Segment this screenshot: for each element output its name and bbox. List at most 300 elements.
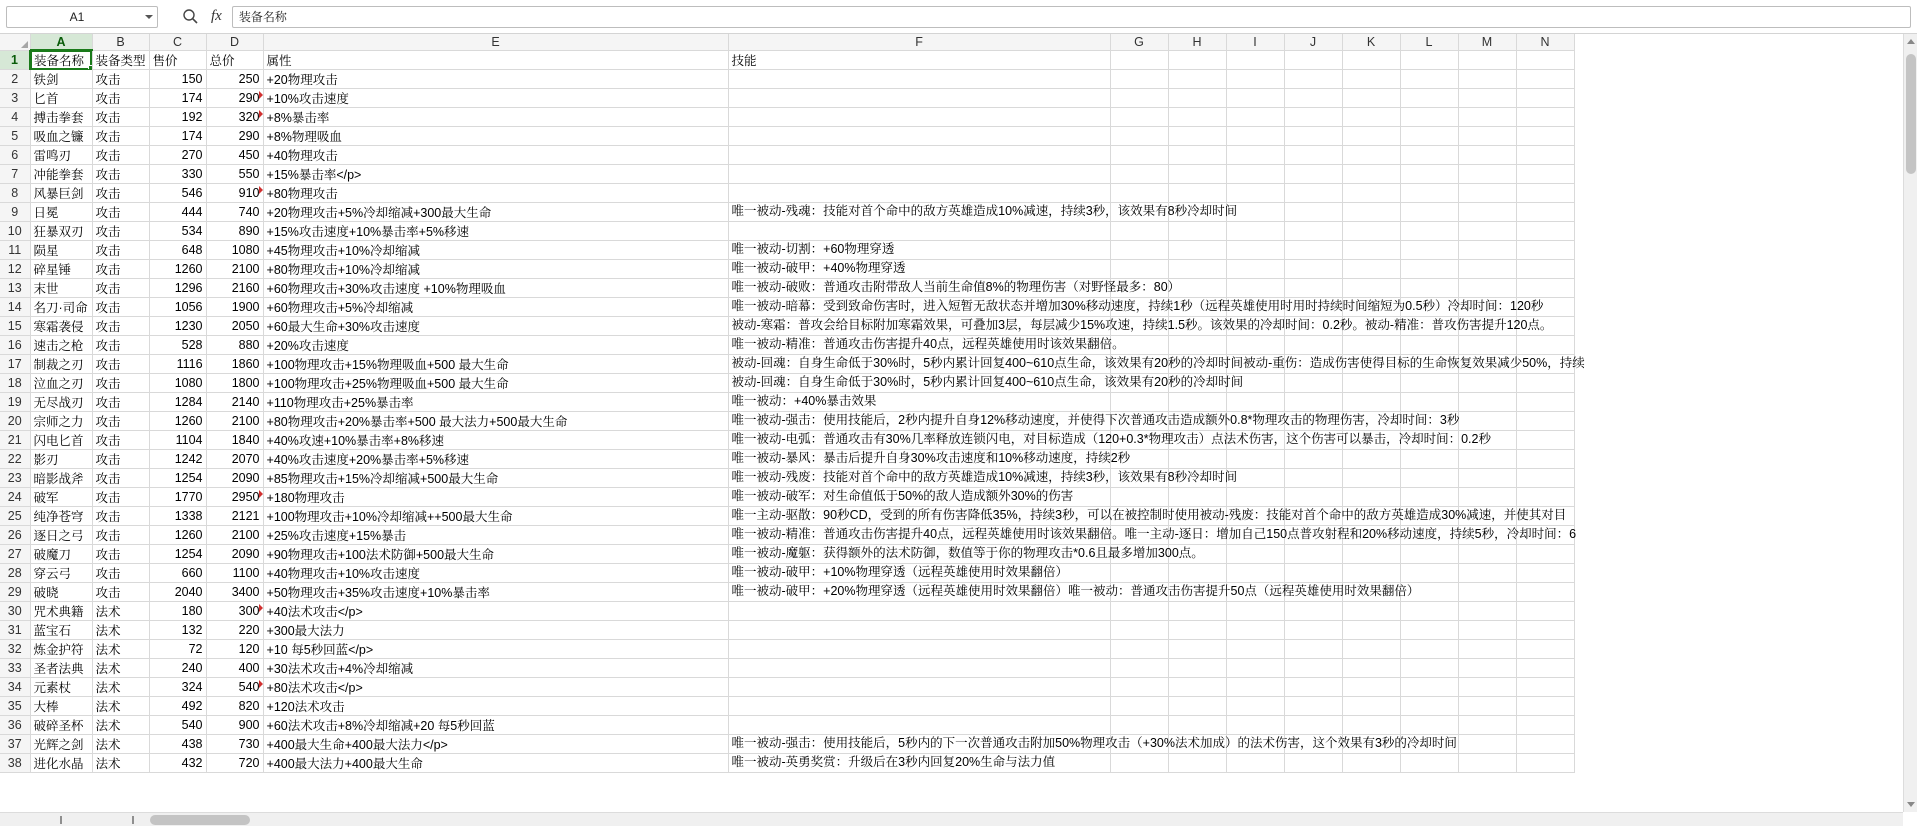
- split-handle-right-icon[interactable]: [132, 816, 134, 824]
- cell-f32[interactable]: [728, 640, 1110, 659]
- cell-m12[interactable]: [1458, 260, 1516, 279]
- cell-b23[interactable]: 攻击: [92, 469, 149, 488]
- cell-a16[interactable]: 速击之枪: [30, 336, 92, 355]
- cell-b30[interactable]: 法术: [92, 602, 149, 621]
- cell-l23[interactable]: [1400, 469, 1458, 488]
- cell-c26[interactable]: 1260: [149, 526, 206, 545]
- cell-a32[interactable]: 炼金护符: [30, 640, 92, 659]
- cell-n20[interactable]: [1516, 412, 1574, 431]
- cell-n5[interactable]: [1516, 127, 1574, 146]
- cell-e23[interactable]: +85物理攻击+15%冷却缩减+500最大生命: [263, 469, 728, 488]
- cell-j28[interactable]: [1284, 564, 1342, 583]
- cell-i23[interactable]: [1226, 469, 1284, 488]
- cell-k22[interactable]: [1342, 450, 1400, 469]
- cell-h36[interactable]: [1168, 716, 1226, 735]
- sheet-table[interactable]: [0, 34, 1585, 773]
- cell-c25[interactable]: 1338: [149, 507, 206, 526]
- cell-h19[interactable]: [1168, 393, 1226, 412]
- cell-d30[interactable]: 300: [206, 602, 263, 621]
- cell-e24[interactable]: +180物理攻击: [263, 488, 728, 507]
- table-row[interactable]: [0, 450, 1574, 469]
- cell-h29[interactable]: [1168, 583, 1226, 602]
- row-header-3[interactable]: 3: [0, 89, 30, 108]
- cell-n18[interactable]: [1516, 374, 1574, 393]
- cell-i13[interactable]: [1226, 279, 1284, 298]
- row-header-22[interactable]: 22: [0, 450, 30, 469]
- cell-c37[interactable]: 438: [149, 735, 206, 754]
- cell-n31[interactable]: [1516, 621, 1574, 640]
- column-header-h[interactable]: H: [1168, 34, 1226, 50]
- cell-e13[interactable]: +60物理攻击+30%攻击速度 +10%物理吸血: [263, 279, 728, 298]
- row-header-31[interactable]: 31: [0, 621, 30, 640]
- column-header-c[interactable]: C: [149, 34, 206, 50]
- cell-n10[interactable]: [1516, 222, 1574, 241]
- cell-i7[interactable]: [1226, 165, 1284, 184]
- cell-l29[interactable]: [1400, 583, 1458, 602]
- cell-i31[interactable]: [1226, 621, 1284, 640]
- cell-e11[interactable]: +45物理攻击+10%冷却缩减: [263, 241, 728, 260]
- cell-h10[interactable]: [1168, 222, 1226, 241]
- cell-i34[interactable]: [1226, 678, 1284, 697]
- cell-j19[interactable]: [1284, 393, 1342, 412]
- cell-m18[interactable]: [1458, 374, 1516, 393]
- row-header-25[interactable]: 25: [0, 507, 30, 526]
- row-header-21[interactable]: 21: [0, 431, 30, 450]
- scroll-down-icon[interactable]: [1907, 802, 1915, 807]
- table-row[interactable]: [0, 165, 1574, 184]
- scroll-up-icon[interactable]: [1907, 39, 1915, 44]
- cell-c5[interactable]: 174: [149, 127, 206, 146]
- cell-h9[interactable]: [1168, 203, 1226, 222]
- cell-k21[interactable]: [1342, 431, 1400, 450]
- cell-f23[interactable]: [728, 469, 1238, 488]
- cell-g7[interactable]: [1110, 165, 1168, 184]
- row-header-13[interactable]: 13: [0, 279, 30, 298]
- cell-n34[interactable]: [1516, 678, 1574, 697]
- table-row[interactable]: [0, 374, 1574, 393]
- cell-k28[interactable]: [1342, 564, 1400, 583]
- row-header-38[interactable]: 38: [0, 754, 30, 773]
- cell-i25[interactable]: [1226, 507, 1284, 526]
- row-header-37[interactable]: 37: [0, 735, 30, 754]
- table-row[interactable]: [0, 602, 1574, 621]
- table-row[interactable]: [0, 203, 1574, 222]
- row-header-7[interactable]: 7: [0, 165, 30, 184]
- cell-e35[interactable]: +120法术攻击: [263, 697, 728, 716]
- cell-m33[interactable]: [1458, 659, 1516, 678]
- cell-f10[interactable]: [728, 222, 1110, 241]
- cell-e36[interactable]: +60法术攻击+8%冷却缩减+20 每5秒回蓝: [263, 716, 728, 735]
- cell-l10[interactable]: [1400, 222, 1458, 241]
- cell-m27[interactable]: [1458, 545, 1516, 564]
- cell-c17[interactable]: 1116: [149, 355, 206, 374]
- cell-k4[interactable]: [1342, 108, 1400, 127]
- cell-j5[interactable]: [1284, 127, 1342, 146]
- cell-j27[interactable]: [1284, 545, 1342, 564]
- cell-g13[interactable]: [1110, 279, 1168, 298]
- cell-j31[interactable]: [1284, 621, 1342, 640]
- column-header-k[interactable]: K: [1342, 34, 1400, 50]
- table-row[interactable]: [0, 564, 1574, 583]
- row-header-4[interactable]: 4: [0, 108, 30, 127]
- spreadsheet-grid[interactable]: [0, 34, 1917, 826]
- row-header-23[interactable]: 23: [0, 469, 30, 488]
- cell-h18[interactable]: [1168, 374, 1226, 393]
- cell-h13[interactable]: [1168, 279, 1226, 298]
- cell-k13[interactable]: [1342, 279, 1400, 298]
- cell-i21[interactable]: [1226, 431, 1284, 450]
- column-header-b[interactable]: B: [92, 34, 149, 50]
- cell-m36[interactable]: [1458, 716, 1516, 735]
- row-header-35[interactable]: 35: [0, 697, 30, 716]
- cell-k25[interactable]: [1342, 507, 1400, 526]
- cell-l7[interactable]: [1400, 165, 1458, 184]
- cell-g3[interactable]: [1110, 89, 1168, 108]
- table-row[interactable]: [0, 469, 1574, 488]
- cell-n17[interactable]: [1516, 355, 1574, 374]
- cell-c4[interactable]: 192: [149, 108, 206, 127]
- cell-i17[interactable]: [1226, 355, 1284, 374]
- cell-m5[interactable]: [1458, 127, 1516, 146]
- cell-c27[interactable]: 1254: [149, 545, 206, 564]
- cell-k9[interactable]: [1342, 203, 1400, 222]
- row-header-1[interactable]: 1: [0, 50, 30, 70]
- cell-j11[interactable]: [1284, 241, 1342, 260]
- cell-k35[interactable]: [1342, 697, 1400, 716]
- cell-e21[interactable]: +40%攻速+10%暴击率+8%移速: [263, 431, 728, 450]
- cell-g24[interactable]: [1110, 488, 1168, 507]
- cell-n35[interactable]: [1516, 697, 1574, 716]
- cell-g12[interactable]: [1110, 260, 1168, 279]
- cell-m25[interactable]: [1458, 507, 1516, 526]
- row-header-2[interactable]: 2: [0, 70, 30, 89]
- cell-n11[interactable]: [1516, 241, 1574, 260]
- cell-b26[interactable]: 攻击: [92, 526, 149, 545]
- cell-f37[interactable]: [728, 735, 1457, 754]
- cell-e9[interactable]: +20物理攻击+5%冷却缩减+300最大生命: [263, 203, 728, 222]
- horizontal-scroll-thumb[interactable]: [150, 815, 250, 825]
- cell-k37[interactable]: [1342, 735, 1400, 754]
- cell-k11[interactable]: [1342, 241, 1400, 260]
- cell-c24[interactable]: 1770: [149, 488, 206, 507]
- cell-d15[interactable]: 2050: [206, 317, 263, 336]
- cell-i36[interactable]: [1226, 716, 1284, 735]
- cell-h33[interactable]: [1168, 659, 1226, 678]
- cell-g15[interactable]: [1110, 317, 1168, 336]
- cell-h22[interactable]: [1168, 450, 1226, 469]
- cell-l31[interactable]: [1400, 621, 1458, 640]
- cell-b34[interactable]: 法术: [92, 678, 149, 697]
- cell-b19[interactable]: 攻击: [92, 393, 149, 412]
- cell-i9[interactable]: [1226, 203, 1284, 222]
- cell-l8[interactable]: [1400, 184, 1458, 203]
- cell-f9[interactable]: [728, 203, 1238, 222]
- cell-a27[interactable]: 破魔刀: [30, 545, 92, 564]
- cell-b20[interactable]: 攻击: [92, 412, 149, 431]
- cell-d24[interactable]: 2950: [206, 488, 263, 507]
- cell-l34[interactable]: [1400, 678, 1458, 697]
- cell-h35[interactable]: [1168, 697, 1226, 716]
- cell-k33[interactable]: [1342, 659, 1400, 678]
- cell-k16[interactable]: [1342, 336, 1400, 355]
- cell-e1[interactable]: 属性: [263, 50, 728, 70]
- cell-h11[interactable]: [1168, 241, 1226, 260]
- cell-l11[interactable]: [1400, 241, 1458, 260]
- cell-b33[interactable]: 法术: [92, 659, 149, 678]
- cell-b15[interactable]: 攻击: [92, 317, 149, 336]
- cell-d38[interactable]: 720: [206, 754, 263, 773]
- table-row[interactable]: [0, 393, 1574, 412]
- cell-m23[interactable]: [1458, 469, 1516, 488]
- cell-a13[interactable]: 末世: [30, 279, 92, 298]
- cell-b1[interactable]: 装备类型: [92, 50, 149, 70]
- cell-b32[interactable]: 法术: [92, 640, 149, 659]
- column-header-j[interactable]: J: [1284, 34, 1342, 50]
- table-row[interactable]: [0, 241, 1574, 260]
- column-header-n[interactable]: N: [1516, 34, 1574, 50]
- row-header-11[interactable]: 11: [0, 241, 30, 260]
- cell-g21[interactable]: [1110, 431, 1168, 450]
- cell-e25[interactable]: +100物理攻击+10%冷却缩减++500最大生命: [263, 507, 728, 526]
- cell-a25[interactable]: 纯净苍穹: [30, 507, 92, 526]
- cell-b16[interactable]: 攻击: [92, 336, 149, 355]
- cell-c8[interactable]: 546: [149, 184, 206, 203]
- cell-f6[interactable]: [728, 146, 1110, 165]
- cell-d29[interactable]: 3400: [206, 583, 263, 602]
- table-row[interactable]: [0, 640, 1574, 659]
- cell-e31[interactable]: +300最大法力: [263, 621, 728, 640]
- cell-e12[interactable]: +80物理攻击+10%冷却缩减: [263, 260, 728, 279]
- cell-b8[interactable]: 攻击: [92, 184, 149, 203]
- cell-i37[interactable]: [1226, 735, 1284, 754]
- cell-f13[interactable]: [728, 279, 1181, 298]
- cell-m32[interactable]: [1458, 640, 1516, 659]
- cell-a5[interactable]: 吸血之镰: [30, 127, 92, 146]
- cell-c36[interactable]: 540: [149, 716, 206, 735]
- select-all-corner[interactable]: [0, 34, 30, 50]
- cell-n22[interactable]: [1516, 450, 1574, 469]
- table-row[interactable]: [0, 431, 1574, 450]
- cell-l13[interactable]: [1400, 279, 1458, 298]
- table-row[interactable]: [0, 583, 1574, 602]
- cell-f18[interactable]: [728, 374, 1244, 393]
- cell-j29[interactable]: [1284, 583, 1342, 602]
- table-row[interactable]: [0, 697, 1574, 716]
- cell-n25[interactable]: [1516, 507, 1574, 526]
- cell-l28[interactable]: [1400, 564, 1458, 583]
- cell-d14[interactable]: 1900: [206, 298, 263, 317]
- cell-m20[interactable]: [1458, 412, 1516, 431]
- column-header-e[interactable]: E: [263, 34, 728, 50]
- cell-b5[interactable]: 攻击: [92, 127, 149, 146]
- cell-k17[interactable]: [1342, 355, 1400, 374]
- cell-n8[interactable]: [1516, 184, 1574, 203]
- cell-l4[interactable]: [1400, 108, 1458, 127]
- cell-f30[interactable]: [728, 602, 1110, 621]
- cell-h15[interactable]: [1168, 317, 1226, 336]
- cell-f29[interactable]: [728, 583, 1420, 602]
- cell-g9[interactable]: [1110, 203, 1168, 222]
- cell-b13[interactable]: 攻击: [92, 279, 149, 298]
- column-header-i[interactable]: I: [1226, 34, 1284, 50]
- cell-j17[interactable]: [1284, 355, 1342, 374]
- cell-f19[interactable]: [728, 393, 1110, 412]
- row-header-34[interactable]: 34: [0, 678, 30, 697]
- cell-k3[interactable]: [1342, 89, 1400, 108]
- cell-i10[interactable]: [1226, 222, 1284, 241]
- cell-i24[interactable]: [1226, 488, 1284, 507]
- cell-d32[interactable]: 120: [206, 640, 263, 659]
- cell-l22[interactable]: [1400, 450, 1458, 469]
- cell-f31[interactable]: [728, 621, 1110, 640]
- cell-d7[interactable]: 550: [206, 165, 263, 184]
- cell-c32[interactable]: 72: [149, 640, 206, 659]
- cell-k19[interactable]: [1342, 393, 1400, 412]
- cell-c14[interactable]: 1056: [149, 298, 206, 317]
- cell-k30[interactable]: [1342, 602, 1400, 621]
- cell-n28[interactable]: [1516, 564, 1574, 583]
- cell-i6[interactable]: [1226, 146, 1284, 165]
- cell-g23[interactable]: [1110, 469, 1168, 488]
- table-row[interactable]: [0, 412, 1574, 431]
- cell-h30[interactable]: [1168, 602, 1226, 621]
- cell-i20[interactable]: [1226, 412, 1284, 431]
- cell-i2[interactable]: [1226, 70, 1284, 89]
- cell-a21[interactable]: 闪电匕首: [30, 431, 92, 450]
- column-header-m[interactable]: M: [1458, 34, 1516, 50]
- cell-g14[interactable]: [1110, 298, 1168, 317]
- cell-b18[interactable]: 攻击: [92, 374, 149, 393]
- cell-c9[interactable]: 444: [149, 203, 206, 222]
- cell-a34[interactable]: 元素杖: [30, 678, 92, 697]
- cell-f5[interactable]: [728, 127, 1110, 146]
- cell-i22[interactable]: [1226, 450, 1284, 469]
- cell-l3[interactable]: [1400, 89, 1458, 108]
- cell-c20[interactable]: 1260: [149, 412, 206, 431]
- cell-d26[interactable]: 2100: [206, 526, 263, 545]
- cell-j38[interactable]: [1284, 754, 1342, 773]
- cell-e33[interactable]: +30法术攻击+4%冷却缩减: [263, 659, 728, 678]
- cell-j6[interactable]: [1284, 146, 1342, 165]
- cell-f33[interactable]: [728, 659, 1110, 678]
- cell-i28[interactable]: [1226, 564, 1284, 583]
- cell-f20[interactable]: [728, 412, 1460, 431]
- cell-n27[interactable]: [1516, 545, 1574, 564]
- cell-b38[interactable]: 法术: [92, 754, 149, 773]
- cell-a24[interactable]: 破军: [30, 488, 92, 507]
- cell-j33[interactable]: [1284, 659, 1342, 678]
- cell-h38[interactable]: [1168, 754, 1226, 773]
- cell-i26[interactable]: [1226, 526, 1284, 545]
- cell-e8[interactable]: +80物理攻击: [263, 184, 728, 203]
- row-header-6[interactable]: 6: [0, 146, 30, 165]
- cell-k14[interactable]: [1342, 298, 1400, 317]
- cell-j34[interactable]: [1284, 678, 1342, 697]
- cell-l1[interactable]: [1400, 50, 1458, 70]
- cell-n6[interactable]: [1516, 146, 1574, 165]
- row-header-5[interactable]: 5: [0, 127, 30, 146]
- cell-a1[interactable]: 装备名称: [30, 50, 92, 70]
- cell-i5[interactable]: [1226, 127, 1284, 146]
- cell-j23[interactable]: [1284, 469, 1342, 488]
- row-header-28[interactable]: 28: [0, 564, 30, 583]
- cell-g32[interactable]: [1110, 640, 1168, 659]
- cell-b2[interactable]: 攻击: [92, 70, 149, 89]
- cell-a3[interactable]: 匕首: [30, 89, 92, 108]
- cell-l2[interactable]: [1400, 70, 1458, 89]
- cell-b22[interactable]: 攻击: [92, 450, 149, 469]
- cell-l38[interactable]: [1400, 754, 1458, 773]
- cell-n32[interactable]: [1516, 640, 1574, 659]
- cell-b37[interactable]: 法术: [92, 735, 149, 754]
- cell-h37[interactable]: [1168, 735, 1226, 754]
- cell-g11[interactable]: [1110, 241, 1168, 260]
- cell-c33[interactable]: 240: [149, 659, 206, 678]
- cell-a2[interactable]: 铁剑: [30, 70, 92, 89]
- cell-k5[interactable]: [1342, 127, 1400, 146]
- cell-k8[interactable]: [1342, 184, 1400, 203]
- cell-l15[interactable]: [1400, 317, 1458, 336]
- cell-e29[interactable]: +50物理攻击+35%攻击速度+10%暴击率: [263, 583, 728, 602]
- cell-n2[interactable]: [1516, 70, 1574, 89]
- cell-d20[interactable]: 2100: [206, 412, 263, 431]
- cell-i12[interactable]: [1226, 260, 1284, 279]
- cell-d16[interactable]: 880: [206, 336, 263, 355]
- cell-k23[interactable]: [1342, 469, 1400, 488]
- cell-h2[interactable]: [1168, 70, 1226, 89]
- cell-d11[interactable]: 1080: [206, 241, 263, 260]
- cell-j12[interactable]: [1284, 260, 1342, 279]
- cell-g25[interactable]: [1110, 507, 1168, 526]
- cell-c38[interactable]: 432: [149, 754, 206, 773]
- magnifier-icon[interactable]: [182, 8, 199, 25]
- row-header-29[interactable]: 29: [0, 583, 30, 602]
- cell-h24[interactable]: [1168, 488, 1226, 507]
- cell-g6[interactable]: [1110, 146, 1168, 165]
- cell-a11[interactable]: 陨星: [30, 241, 92, 260]
- cell-i14[interactable]: [1226, 298, 1284, 317]
- cell-e2[interactable]: +20物理攻击: [263, 70, 728, 89]
- cell-b4[interactable]: 攻击: [92, 108, 149, 127]
- table-row[interactable]: [0, 526, 1574, 545]
- cell-b7[interactable]: 攻击: [92, 165, 149, 184]
- table-row[interactable]: [0, 146, 1574, 165]
- cell-n33[interactable]: [1516, 659, 1574, 678]
- cell-a31[interactable]: 蓝宝石: [30, 621, 92, 640]
- row-header-8[interactable]: 8: [0, 184, 30, 203]
- cell-a8[interactable]: 风暴巨剑: [30, 184, 92, 203]
- cell-g5[interactable]: [1110, 127, 1168, 146]
- cell-h20[interactable]: [1168, 412, 1226, 431]
- cell-g28[interactable]: [1110, 564, 1168, 583]
- cell-b25[interactable]: 攻击: [92, 507, 149, 526]
- cell-j32[interactable]: [1284, 640, 1342, 659]
- cell-k12[interactable]: [1342, 260, 1400, 279]
- cell-e32[interactable]: +10 每5秒回蓝</p>: [263, 640, 728, 659]
- cell-m38[interactable]: [1458, 754, 1516, 773]
- cell-k7[interactable]: [1342, 165, 1400, 184]
- table-row[interactable]: [0, 298, 1574, 317]
- cell-g29[interactable]: [1110, 583, 1168, 602]
- cell-h5[interactable]: [1168, 127, 1226, 146]
- cell-k24[interactable]: [1342, 488, 1400, 507]
- cell-b31[interactable]: 法术: [92, 621, 149, 640]
- cell-e19[interactable]: +110物理攻击+25%暴击率: [263, 393, 728, 412]
- cell-c11[interactable]: 648: [149, 241, 206, 260]
- cell-j15[interactable]: [1284, 317, 1342, 336]
- cell-b36[interactable]: 法术: [92, 716, 149, 735]
- cell-m11[interactable]: [1458, 241, 1516, 260]
